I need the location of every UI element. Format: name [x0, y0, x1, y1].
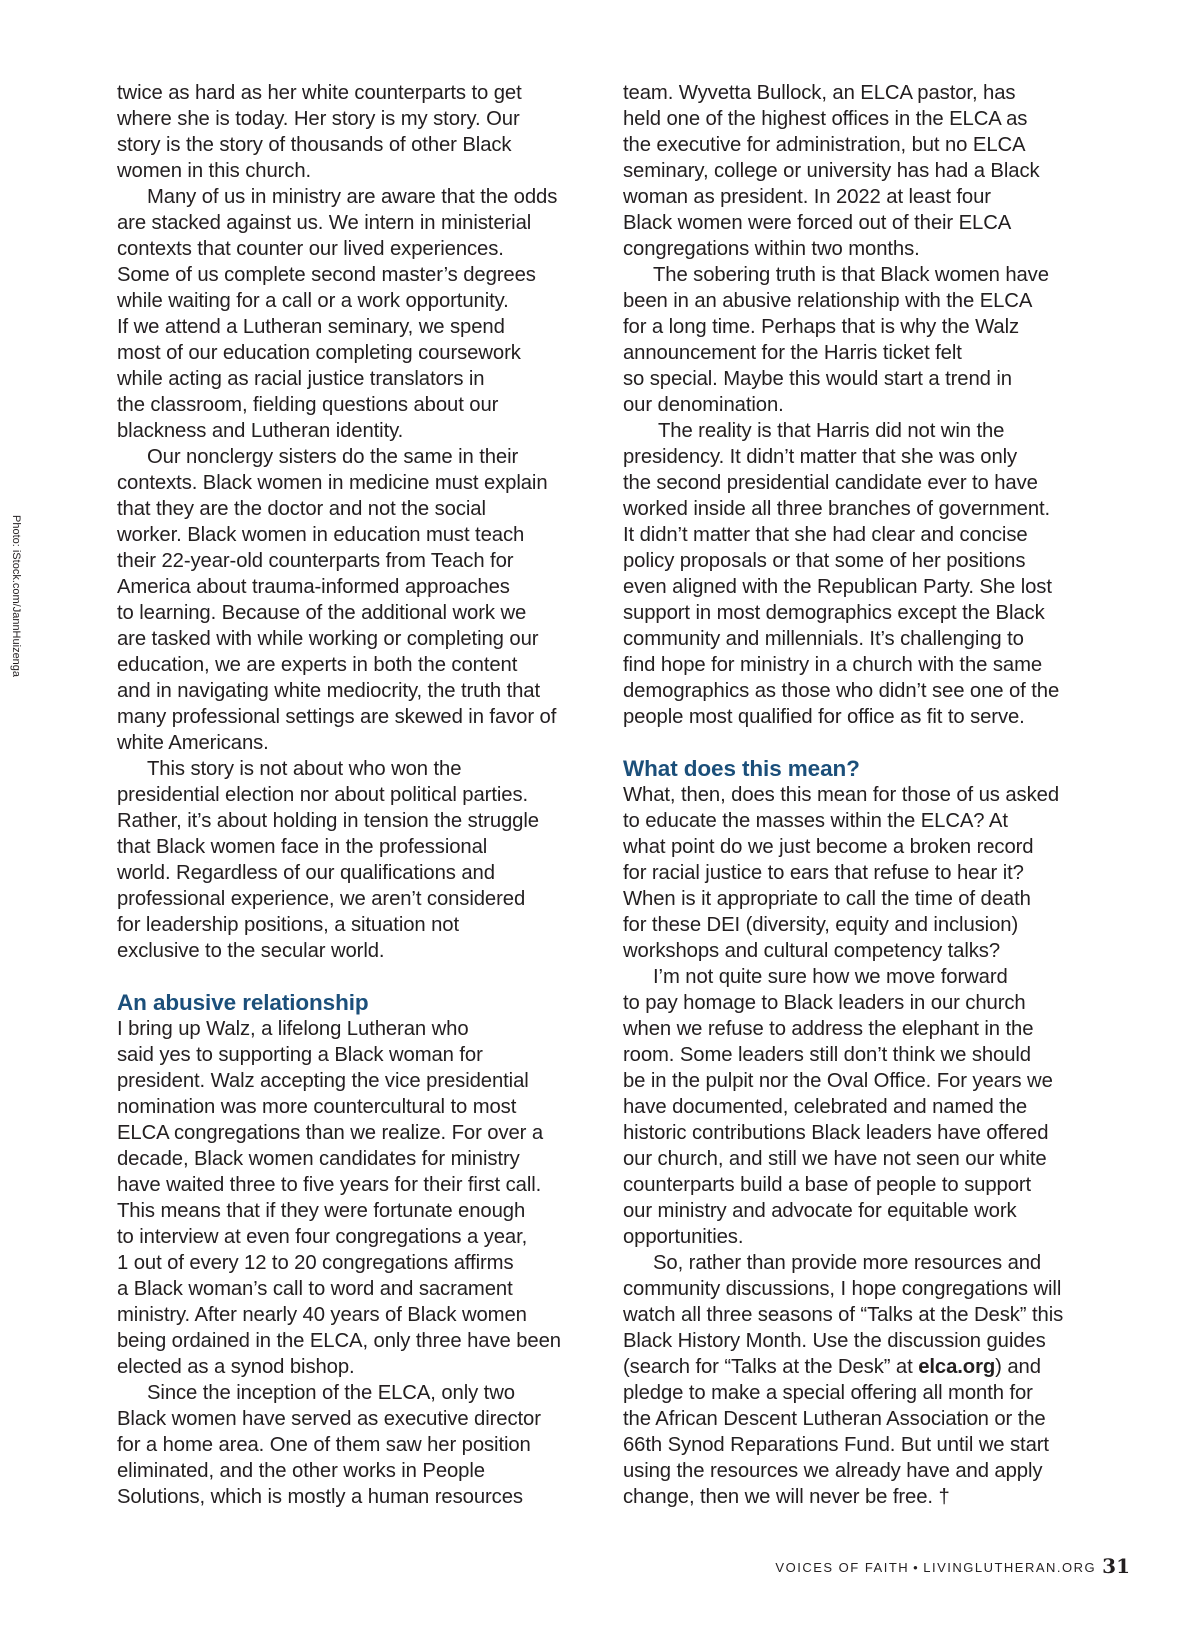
paragraph: [117, 1380, 597, 1510]
text-line: professional experience, we aren’t considered: [117, 888, 526, 910]
text-line: I bring up Walz, a lifelong Lutheran who: [117, 1018, 469, 1040]
text-line: education, we are experts in both the content: [117, 654, 518, 676]
text-line: ELCA congregations than we realize. For over a: [117, 1122, 544, 1144]
text-span: (search for “Talks at the Desk” at: [623, 1356, 919, 1378]
text-line: What, then, does this mean for those of us asked: [623, 784, 1060, 806]
text-line: demographics as those who didn’t see one of the: [623, 680, 1060, 702]
text-line: So, rather than provide more resources and: [653, 1252, 1042, 1274]
text-line: their 22-year-old counterparts from Teach for: [117, 550, 514, 572]
paragraph: [623, 262, 1103, 418]
text-line: It didn’t matter that she had clear and concise: [623, 524, 1028, 546]
text-line: and in navigating white mediocrity, the truth that: [117, 680, 541, 702]
text-line: ministry. After nearly 40 years of Black women: [117, 1304, 527, 1326]
text-line: worked inside all three branches of government.: [623, 498, 1051, 520]
text-line: so special. Maybe this would start a trend in: [623, 368, 1012, 390]
paragraph: [623, 418, 1103, 730]
text-line: our ministry and advocate for equitable work: [623, 1200, 1017, 1222]
text-line: our church, and still we have not seen our white: [623, 1148, 1047, 1170]
text-line: Black women have served as executive director: [117, 1408, 541, 1430]
article-column-left: [117, 80, 597, 1510]
paragraph: [117, 444, 597, 756]
text-line: community and millennials. It’s challenging to: [623, 628, 1024, 650]
paragraph: [117, 756, 597, 964]
photo-credit: Photo: iStock.com/JannHuizenga: [10, 515, 22, 678]
text-line: to learning. Because of the additional work we: [117, 602, 527, 624]
text-line: have documented, celebrated and named the: [623, 1096, 1028, 1118]
text-line: Black History Month. Use the discussion guides: [623, 1330, 1046, 1352]
text-line: while waiting for a call or a work opportunity.: [117, 290, 509, 312]
paragraph: [623, 782, 1103, 964]
text-line: that they are the doctor and not the social: [117, 498, 486, 520]
page-footer: [775, 1553, 1130, 1577]
text-line: to pay homage to Black leaders in our church: [623, 992, 1026, 1014]
text-line: using the resources we already have and apply: [623, 1460, 1043, 1482]
text-line: I’m not quite sure how we move forward: [653, 966, 1008, 988]
text-line: historic contributions Black leaders have offered: [623, 1122, 1049, 1144]
text-line: When is it appropriate to call the time of death: [623, 888, 1031, 910]
text-line: Some of us complete second master’s degrees: [117, 264, 536, 286]
text-line: our denomination.: [623, 394, 784, 416]
paragraph: [117, 1016, 597, 1380]
text-line: Rather, it’s about holding in tension the struggle: [117, 810, 539, 832]
text-line: 66th Synod Reparations Fund. But until we start: [623, 1434, 1049, 1456]
text-line: the second presidential candidate ever to have: [623, 472, 1038, 494]
text-line: If we attend a Lutheran seminary, we spend: [117, 316, 505, 338]
section-heading: What does this mean?: [623, 756, 860, 781]
text-line: the executive for administration, but no ELCA: [623, 134, 1026, 156]
paragraph: [117, 80, 597, 184]
text-line: president. Walz accepting the vice presidential: [117, 1070, 529, 1092]
text-line: where she is today. Her story is my story. Our: [117, 108, 520, 130]
text-line: while acting as racial justice translators in: [117, 368, 485, 390]
text-line: the African Descent Lutheran Association or the: [623, 1408, 1046, 1430]
text-line: policy proposals or that some of her positions: [623, 550, 1026, 572]
text-line: This means that if they were fortunate enough: [117, 1200, 526, 1222]
text-line: 1 out of every 12 to 20 congregations affirms: [117, 1252, 514, 1274]
text-line: change, then we will never be free. †: [623, 1486, 950, 1508]
text-line: America about trauma-informed approaches: [117, 576, 510, 598]
section-heading: An abusive relationship: [117, 990, 369, 1015]
text-line: The reality is that Harris did not win the: [658, 420, 1005, 442]
text-line: watch all three seasons of “Talks at the Desk” this: [623, 1304, 1064, 1326]
text-line: for leadership positions, a situation not: [117, 914, 460, 936]
text-line: congregations within two months.: [623, 238, 920, 260]
text-line: even aligned with the Republican Party. She lost: [623, 576, 1052, 598]
text-line: for a home area. One of them saw her position: [117, 1434, 531, 1456]
elca-link[interactable]: elca.org: [918, 1356, 996, 1378]
text-line: pledge to make a special offering all month for: [623, 1382, 1033, 1404]
text-line: story is the story of thousands of other Black: [117, 134, 512, 156]
text-line: seminary, college or university has had a Black: [623, 160, 1040, 182]
text-line: many professional settings are skewed in favor of: [117, 706, 557, 728]
text-line: nomination was more countercultural to most: [117, 1096, 517, 1118]
text-line: when we refuse to address the elephant in the: [623, 1018, 1034, 1040]
text-line: have waited three to five years for their first call.: [117, 1174, 542, 1196]
text-line: presidential election nor about political parties.: [117, 784, 529, 806]
text-line: to interview at even four congregations a year,: [117, 1226, 528, 1248]
text-line: Many of us in ministry are aware that the odds: [147, 186, 558, 208]
text-line: decade, Black women candidates for ministry: [117, 1148, 520, 1170]
text-line: eliminated, and the other works in People: [117, 1460, 485, 1482]
paragraph: [623, 80, 1103, 262]
text-line: people most qualified for office as fit to serve.: [623, 706, 1025, 728]
text-line: counterparts build a base of people to support: [623, 1174, 1032, 1196]
page-number: 31: [1102, 1554, 1130, 1578]
text-line: that Black women face in the professional: [117, 836, 488, 858]
text-line: community discussions, I hope congregations will: [623, 1278, 1062, 1300]
text-line: elected as a synod bishop.: [117, 1356, 355, 1378]
text-line: are stacked against us. We intern in ministerial: [117, 212, 532, 234]
text-line: for a long time. Perhaps that is why the Walz: [623, 316, 1020, 338]
text-line: world. Regardless of our qualifications and: [117, 862, 495, 884]
text-line: support in most demographics except the Black: [623, 602, 1045, 624]
article-column-right: [623, 80, 1103, 1510]
footer-section: VOICES OF FAITH: [775, 1560, 910, 1575]
text-line: announcement for the Harris ticket felt: [623, 342, 962, 364]
paragraph: [623, 1250, 1103, 1510]
text-line: a Black woman’s call to word and sacrament: [117, 1278, 513, 1300]
text-line: workshops and cultural competency talks?: [623, 940, 1001, 962]
text-line: opportunities.: [623, 1226, 744, 1248]
text-line: woman as president. In 2022 at least four: [623, 186, 991, 208]
text-line: most of our education completing coursework: [117, 342, 521, 364]
text-line: Black women were forced out of their ELCA: [623, 212, 1012, 234]
footer-separator: •: [913, 1560, 920, 1575]
text-line: team. Wyvetta Bullock, an ELCA pastor, has: [623, 82, 1016, 104]
text-line: the classroom, fielding questions about our: [117, 394, 499, 416]
text-line: being ordained in the ELCA, only three have been: [117, 1330, 561, 1352]
text-line: been in an abusive relationship with the ELCA: [623, 290, 1033, 312]
text-span: ) and: [995, 1356, 1041, 1378]
text-line: said yes to supporting a Black woman for: [117, 1044, 483, 1066]
text-line: Our nonclergy sisters do the same in their: [147, 446, 519, 468]
text-line: are tasked with while working or completing our: [117, 628, 539, 650]
text-line: presidency. It didn’t matter that she was only: [623, 446, 1018, 468]
footer-site: LIVINGLUTHERAN.ORG: [923, 1560, 1097, 1575]
text-line: contexts. Black women in medicine must explain: [117, 472, 548, 494]
text-line: The sobering truth is that Black women have: [653, 264, 1049, 286]
text-line: room. Some leaders still don’t think we should: [623, 1044, 1031, 1066]
text-line: white Americans.: [117, 732, 269, 754]
text-line: find hope for ministry in a church with the same: [623, 654, 1043, 676]
text-line: for these DEI (diversity, equity and inclusion): [623, 914, 1019, 936]
text-line: Solutions, which is mostly a human resources: [117, 1486, 523, 1508]
paragraph: [623, 964, 1103, 1250]
paragraph: [117, 184, 597, 444]
text-line: This story is not about who won the: [147, 758, 462, 780]
text-line: worker. Black women in education must teach: [117, 524, 525, 546]
text-line: be in the pulpit nor the Oval Office. For years we: [623, 1070, 1053, 1092]
text-line: for racial justice to ears that refuse to hear it?: [623, 862, 1024, 884]
text-line: held one of the highest offices in the ELCA as: [623, 108, 1028, 130]
text-line: blackness and Lutheran identity.: [117, 420, 404, 442]
text-line: women in this church.: [117, 160, 312, 182]
text-line: twice as hard as her white counterparts to get: [117, 82, 522, 104]
text-line: Since the inception of the ELCA, only two: [147, 1382, 515, 1404]
text-line: contexts that counter our lived experiences.: [117, 238, 504, 260]
text-line: to educate the masses within the ELCA? At: [623, 810, 1008, 832]
text-line: what point do we just become a broken record: [623, 836, 1034, 858]
text-line: exclusive to the secular world.: [117, 940, 385, 962]
text-line: [623, 1354, 1103, 1380]
